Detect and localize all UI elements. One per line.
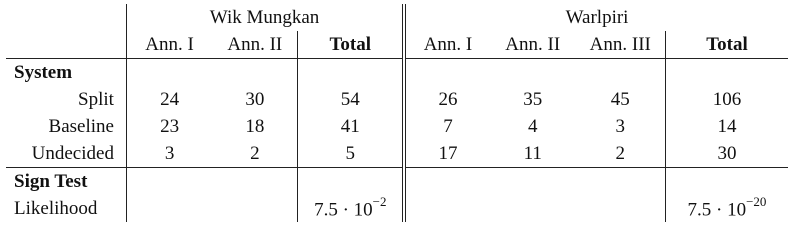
column-header-row	[6, 31, 788, 59]
cell: 30	[665, 140, 788, 168]
section-label-system: System	[14, 62, 73, 83]
cell: 5	[298, 140, 404, 168]
cell: 2	[576, 140, 666, 168]
col-warlpiri-ann1: Ann. I	[404, 31, 490, 59]
section-row-system	[6, 59, 788, 87]
row-label: Baseline	[48, 116, 114, 137]
cell: 14	[665, 113, 788, 140]
corner-cell-2	[6, 31, 126, 59]
cell: 41	[298, 113, 404, 140]
corner-cell	[6, 4, 126, 31]
cell: 54	[298, 86, 404, 113]
table-row-likelihood	[6, 195, 788, 222]
cell: 4	[527, 116, 538, 137]
cell: 26	[404, 86, 490, 113]
cell: 3	[126, 140, 212, 168]
table-row	[6, 140, 788, 168]
col-wik-ann2: Ann. II	[212, 31, 298, 59]
group-wik-mungkan: Wik Mungkan	[126, 4, 404, 31]
col-warlpiri-ann2: Ann. II	[490, 31, 576, 59]
col-warlpiri-total: Total	[665, 31, 788, 59]
col-warlpiri-ann3: Ann. III	[576, 31, 666, 59]
cell: 17	[404, 140, 490, 168]
col-wik-ann1: Ann. I	[126, 31, 212, 59]
section-label-sign-test: Sign Test	[14, 171, 88, 192]
cell: 3	[615, 116, 626, 137]
cell: 11	[490, 140, 576, 168]
cell: 45	[610, 89, 630, 110]
table-row	[6, 113, 788, 140]
cell: 23	[126, 113, 212, 140]
likelihood-wik: $7.5 \cdot 10^{-2}$	[298, 195, 404, 222]
row-label: Undecided	[6, 140, 126, 168]
row-label: Split	[78, 89, 114, 110]
cell: 7	[404, 113, 490, 140]
col-wik-total: Total	[298, 31, 404, 59]
likelihood-warlpiri: $7.5 \cdot 10^{-20}$	[665, 195, 788, 222]
cell: 30	[245, 89, 265, 110]
cell: 2	[212, 140, 298, 168]
row-label: Likelihood	[14, 198, 98, 219]
results-table	[6, 4, 788, 222]
section-row-sign-test	[6, 168, 788, 196]
cell: 24	[126, 86, 212, 113]
group-warlpiri: Warlpiri	[404, 4, 788, 31]
cell: 106	[665, 86, 788, 113]
cell: 35	[523, 89, 543, 110]
table-row	[6, 86, 788, 113]
group-header-row	[6, 4, 788, 31]
cell: 18	[245, 116, 265, 137]
